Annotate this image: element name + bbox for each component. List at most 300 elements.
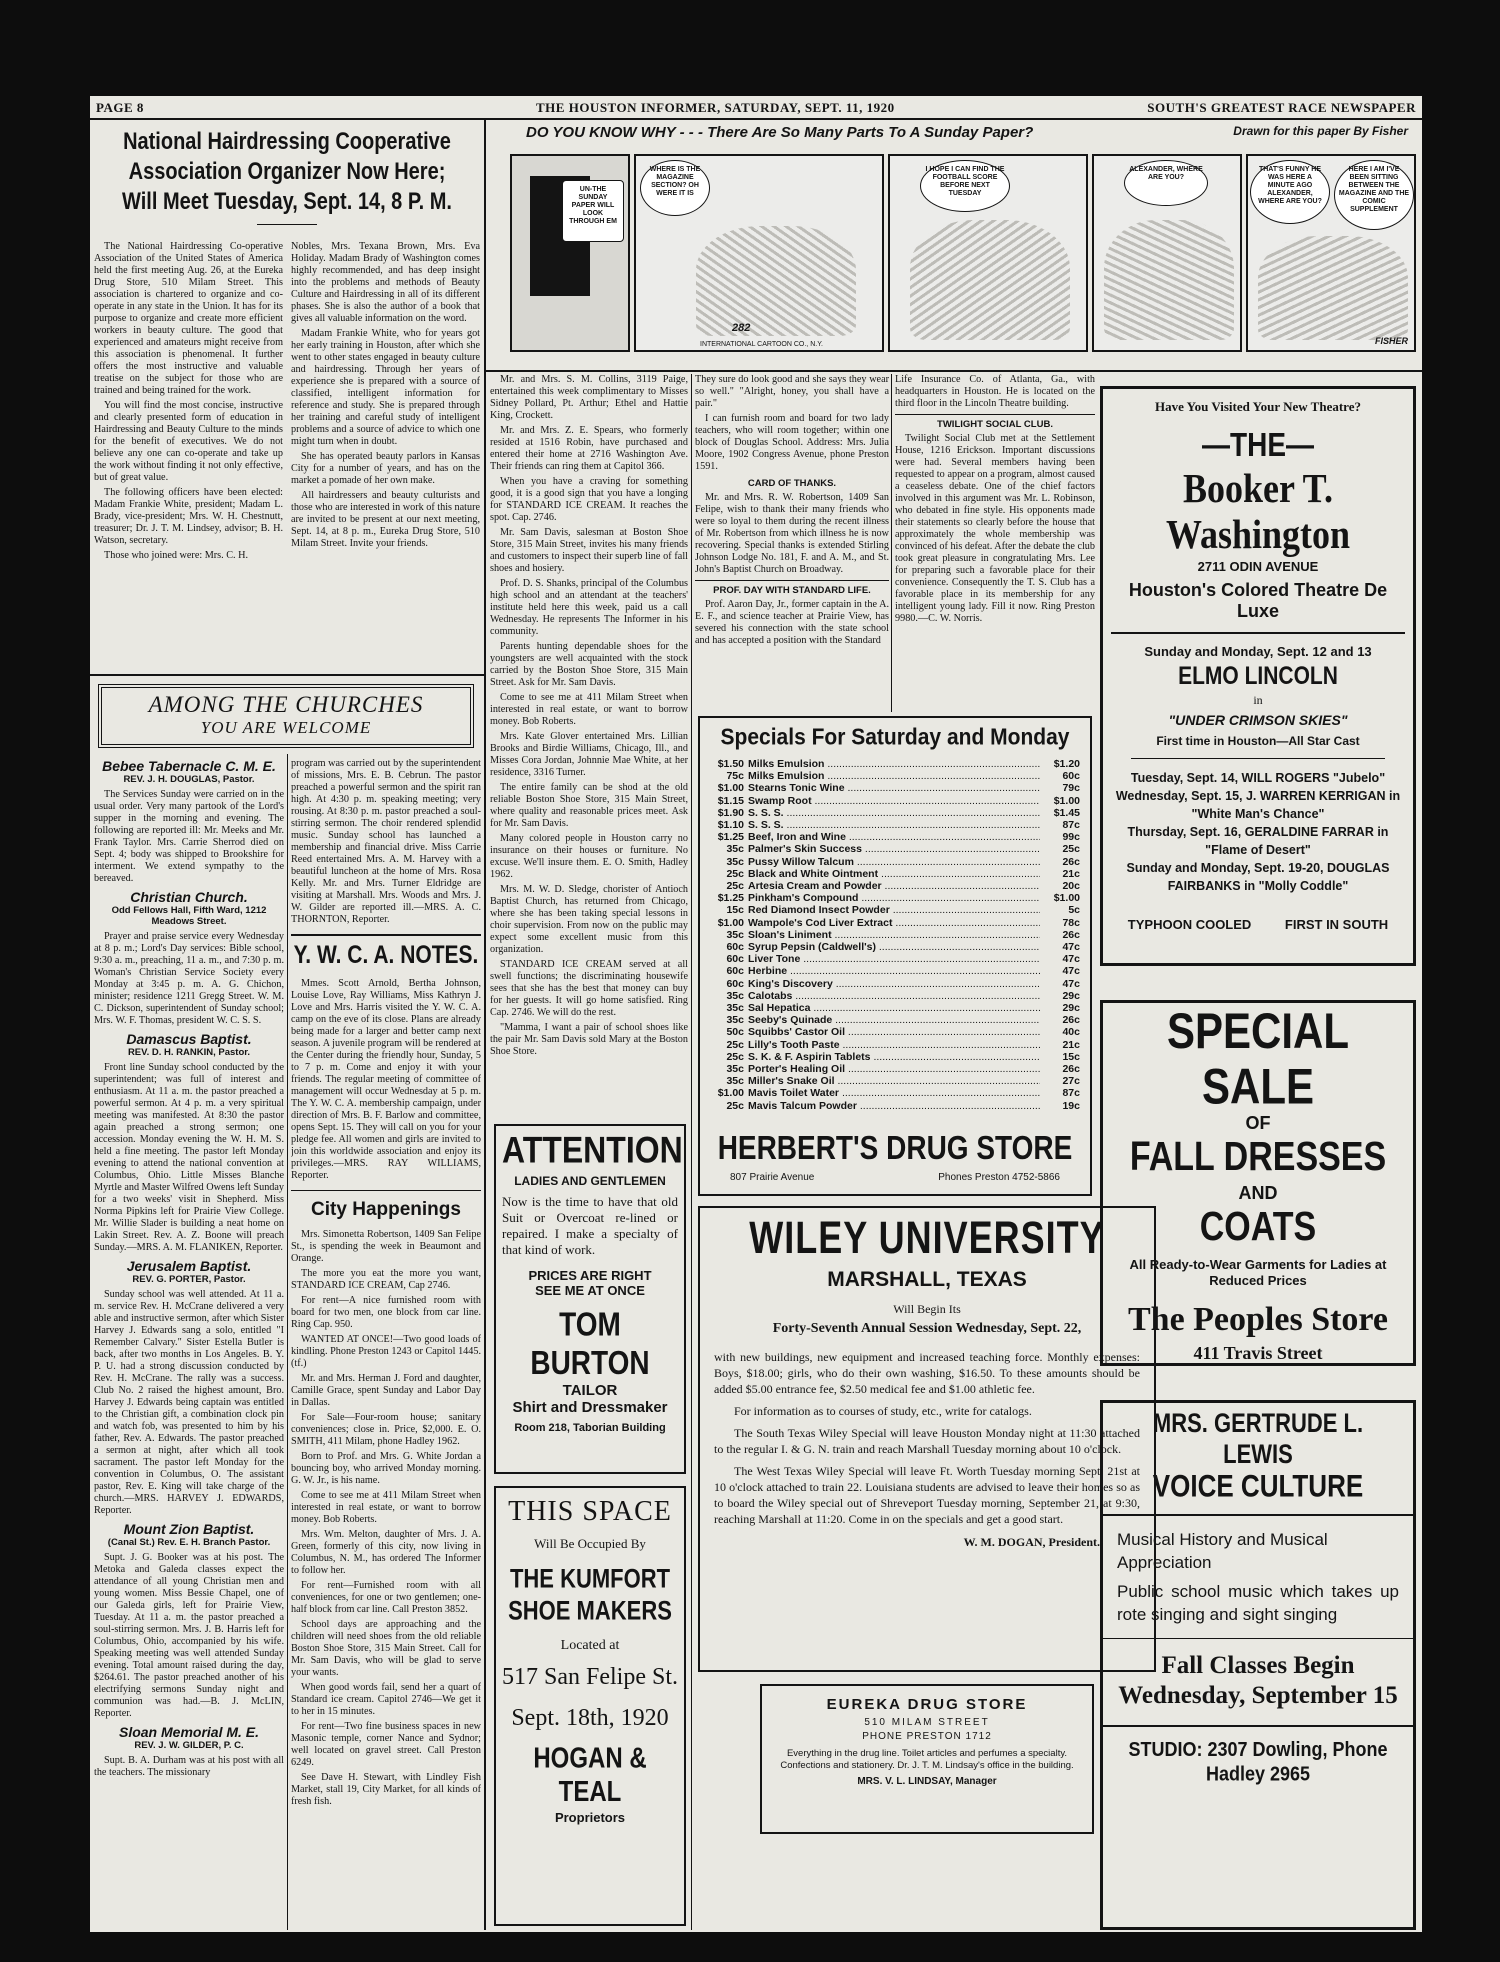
paragraph: The National Hairdressing Co-operative Association of the United States of America held the first meeting Aug. 26, at the Eureka Drug Store, 510 Milam Street. This association is chartered to organize and co-operate in any state in the Union. It has for its purpose to organize and create more efficient workers in beauty culture. The good that experienced and amateurs might receive from this association is phenomenal. It further offers the most instructive and valuable treatise on the subject for those who are trained and being trained for the work.: [94, 241, 283, 396]
cartoon-panel-5: [1246, 154, 1416, 352]
product-name: Beef, Iron and Wine .....: [748, 831, 1040, 843]
column-rule: [691, 374, 692, 1930]
regular-price: $1.10: [717, 819, 744, 832]
regular-price: $1.00: [717, 916, 744, 929]
prof-day-title: PROF. DAY WITH STANDARD LIFE.: [713, 585, 871, 596]
ad-of: OF: [1245, 1113, 1271, 1133]
store-name: The Peoples Store: [1127, 1301, 1388, 1338]
ad-see-me: SEE ME AT ONCE: [535, 1283, 645, 1298]
regular-price: $1.00: [717, 782, 744, 795]
cartoon-number: 282: [732, 322, 751, 334]
paragraph: All hairdressers and beauty culturists and those who are interested in work of this nature are invited to be present at our next meeting, Sept. 14, at 8 p. m., Eureka Drug Store, 510 Milam Street. Invite your friends.: [291, 490, 480, 549]
column-rule: [484, 120, 486, 1930]
church-pastor: REV. J. W. GILDER, P. C.: [134, 1740, 244, 1751]
sale-price: 87c: [1062, 819, 1080, 832]
eureka-drug-ad: [760, 1684, 1094, 1834]
newspaper-pile: [696, 226, 856, 336]
regular-price: 35c: [726, 989, 744, 1002]
newspaper-pile: [1104, 220, 1234, 340]
special-item: [710, 1087, 1080, 1099]
regular-price: 35c: [726, 1002, 744, 1015]
city-item: School days are approaching and the children will need shoes from the old reliable Boston Shoe Store, 315 Main Street. Call for Mr. Sam Davis, who will be glad to serve your wants.: [291, 1619, 481, 1678]
church-report: Front line Sunday school conducted by the superintendent; was full of interest and enthusiasm. At 11 a. m. the pastor preached a powerful sermon. At 4 p. m. a very spiritual meeting was manifested. At 8:30 the pastor again preached a strong sermon; one accession. Monday evening the W. H. M. S. held a fine meeting. The pastor left Monday evening to attend the national convention at Columbus, Ohio. Little Misses Blanche Myrtle and Master Wilfred Owens left Sunday for a two weeks' visit in Shepherd. Miss Norma Pipkins left for Prairie View College. Mr. Willie Slader is building a neat home on Lakin Street. Rev. A. Z. Boone will preach Sunday.—MRS. A. M. FLANIKEN, Reporter.: [94, 1062, 284, 1253]
page-number: PAGE 8: [96, 100, 144, 115]
city-item: For rent—Two fine business spaces in new Masonic temple, corner Nance and Sydnor; well located on gravel street. Call Preston 6249.: [291, 1721, 481, 1768]
feature-film: "UNDER CRIMSON SKIES": [1168, 711, 1348, 728]
speech-bubble: THAT'S FUNNY HE WAS HERE A MINUTE AGO ALEXANDER, WHERE ARE YOU?: [1250, 160, 1330, 224]
ad-title: WILEY UNIVERSITY: [749, 1211, 1105, 1263]
ad-title: VOICE CULTURE: [1152, 1467, 1364, 1504]
product-name: Swamp Root .....: [748, 795, 1040, 807]
special-item: [710, 1075, 1080, 1087]
bill-item: Sunday and Monday, Sept. 19-20, DOUGLAS FAIRBANKS in "Molly Coddle": [1126, 860, 1390, 893]
church-report: Supt. J. G. Booker was at his post. The Metoka and Galeda classes expect the attendance of all young Christian men and young women. Miss Bessie Chapel, one of our Galeda girls, left for Prairie View, Tuesday. At 11 a. m. the pastor preached a soul-stirring sermon. Mrs. J. B. Harris left for Columbus, Ohio, accompanied by his wife. Speaking meeting was well attended Sunday evening. Total amount raised during the day, $264.61. The pastor preached another of his electrifying sermons Sunday night and communion was had.—B. J. McLIN, Reporter.: [94, 1552, 284, 1719]
column-rule: [287, 754, 288, 1930]
kumfort-ad: [494, 1486, 686, 1926]
regular-price: 25c: [726, 1099, 744, 1112]
city-item: For rent—A nice furnished room with board for two men, one block from car line. Ring Cap. 950.: [291, 1295, 481, 1330]
newspaper-title: THE HOUSTON INFORMER, SATURDAY, SEPT. 11, 1920: [536, 100, 895, 115]
paragraph: You will find the most concise, instructive and clearly presented form of education in Hairdressing and Beauty Culture to the minds for the benefit of executives. We do not believe any one can co-operate and take up the work without finding it not only effective, but of great value.: [94, 400, 283, 483]
ywca-notes: Mmes. Scott Arnold, Bertha Johnson, Louise Love, Ray Williams, Miss Kathryn J. Love and Mrs. Harris visited the Y. W. C. A. camp on the eve of its close. Plans are already being made for a larger and better camp next season. A juvenile program will be rendered at the Center during the friendly hour, Sunday, 5 to 7 p. m. Come and enjoy it with your friends. The regular meeting of committee of management will occur Wednesday at 5 p. m. The Y. W. C. A. membership campaign, under direction of Mrs. B. F. Barlow and committee, opens Sept. 15. They will call on you for your pledge fee. All women and girls are invited to join this worldwide association and enjoy its privileges.—MRS. RAY WILLIAMS, Reporter.: [291, 977, 481, 1181]
church-name: Mount Zion Baptist.: [123, 1521, 255, 1537]
sale-price: 78c: [1062, 916, 1080, 929]
paragraph: The following officers have been elected: Madam Frankie White, president; Madam L. Brady, vice-president; Mrs. W. H. Chestnutt, treasurer; Dr. J. T. M. Lindsey, advisor; B. H. Watson, secretary.: [94, 487, 283, 546]
bill-item: Tuesday, Sept. 14, WILL ROGERS "Jubelo": [1130, 770, 1386, 785]
regular-price: 25c: [726, 867, 744, 880]
special-item: [710, 856, 1080, 868]
city-item: Mrs. Simonetta Robertson, 1409 San Felipe St., is spending the week in Beaumont and Orange.: [291, 1229, 481, 1264]
news-item: Many colored people in Houston carry no insurance on their houses or furniture. No excuse. We'll insure them. E. O. Smith, Hadley 1962.: [490, 833, 688, 880]
ad-trade: TAILOR: [562, 1382, 618, 1399]
news-item: Prof. D. S. Shanks, principal of the Columbus high school and an attendant at the teachers' institute held here this week, paid us a call Wednesday. He represents The Informer in his community.: [490, 578, 688, 637]
news-item: I can furnish room and board for two lady teachers, who will room together; within one block of Douglas School. Address: Mrs. Julia Moore, 1902 Congress Avenue, phone Preston 1591.: [695, 413, 889, 472]
feature-in: in: [1253, 692, 1263, 707]
ad-body: Everything in the drug line. Toilet articles and perfumes a specialty. Confections and stationery. Dr. J. T. M. Lindsay's office in the building.: [780, 1748, 1074, 1771]
special-item: [710, 807, 1080, 819]
church-pastor: (Canal St.) Rev. E. H. Branch Pastor.: [107, 1537, 271, 1548]
product-name: Milks Emulsion .....: [748, 758, 1040, 770]
church-name: Bebee Tabernacle C. M. E.: [102, 758, 276, 774]
special-item: [710, 1100, 1080, 1112]
theatre-address: 2711 ODIN AVENUE: [1197, 559, 1319, 574]
church-report: Sunday school was well attended. At 11 a. m. service Rev. H. McCrane delivered a very able and instructive sermon, after which Sister Harvey J. Edwards sang a solo, entitled "I Remember Calvary." Sister Estella Butler is back, after two months in Los Angeles. B. Y. P. U. had a strong discussion conducted by Rev. H. McCrane. The rally was a success. Club No. 2 raised the highest amount, Bro. Harvey J. Edwards being captain was entitled to the Christian gift, a combination clock pin and watch fob, was presented to him by his father, Rev. A. Edwards. The pastor preached a sermon at night, after which all took sacrament. The pastor left Monday for the convention in Columbus, O. The assistant pastor, Rev. E. King will take charge of the church.—MRS. HARVEY J. EDWARDS, Reporter.: [94, 1289, 284, 1516]
ad-title: Specials For Saturday and Monday: [720, 724, 1070, 751]
paragraph: The South Texas Wiley Special will leave Houston Monday night at 11:30 attached to the regular I. & G. N. train and reach Marshall Tuesday morning about 10 o'clock.: [714, 1426, 1140, 1456]
special-item: [710, 758, 1080, 770]
card-of-thanks-title: CARD OF THANKS.: [747, 478, 837, 489]
product-name: Squibbs' Castor Oil .....: [748, 1026, 1040, 1038]
section-rule: [90, 674, 484, 676]
ad-address: Room 218, Taborian Building: [514, 1422, 666, 1434]
regular-price: 35c: [726, 855, 744, 868]
store-address: 807 Prairie Avenue: [730, 1171, 815, 1183]
regular-price: 60c: [726, 965, 744, 978]
divider: [1103, 1638, 1413, 1640]
special-item: [710, 892, 1080, 904]
regular-price: 35c: [726, 1063, 744, 1076]
regular-price: $1.15: [717, 794, 744, 807]
news-item: Mr. and Mrs. Z. E. Spears, who formerly resided at 1516 Robin, have purchased and entered their home at 2716 Washington Ave. Their friends can ring them at Capitol 366.: [490, 425, 688, 472]
cartoon-title: DO YOU KNOW WHY - - - There Are So Many Parts To A Sunday Paper?: [526, 124, 1034, 141]
regular-price: 35c: [726, 843, 744, 856]
churches-column-1: [94, 754, 284, 1930]
sale-price: 5c: [1068, 904, 1080, 917]
special-item: [710, 904, 1080, 916]
masthead-rule: [90, 118, 1422, 120]
ad-the: —THE—: [1202, 425, 1314, 463]
special-item: [710, 868, 1080, 880]
special-item: [710, 843, 1080, 855]
footer-left: TYPHOON COOLED: [1127, 916, 1252, 932]
special-item: [710, 929, 1080, 941]
store-name: HERBERT'S DRUG STORE: [717, 1128, 1073, 1166]
city-item: See Dave H. Stewart, with Lindley Fish Market, stall 19, City Market, for all kinds of fresh fish.: [291, 1772, 481, 1807]
ad-proprietors-label: Proprietors: [554, 1810, 626, 1825]
sale-price: 26c: [1062, 928, 1080, 941]
product-name: Milks Emulsion .....: [748, 770, 1040, 782]
ad-phone: PHONE PRESTON 1712: [862, 1731, 992, 1742]
divider: [695, 580, 889, 581]
cartoon-credit: INTERNATIONAL CARTOON CO., N.Y.: [700, 341, 823, 348]
speech-bubble: HERE I AM I'VE BEEN SITTING BETWEEN THE MAGAZINE AND THE COMIC SUPPLEMENT: [1334, 160, 1414, 230]
twilight-text: Twilight Social Club met at the Settlement House, 1216 Erickson. Important discussions were had. Several members having been requested to appear on a program, almost caused a ceaseless debate. One of the chief factors involved in this argument was Mr. L. Robinson, who debated in fine style. His opponents made their statements so clearly before the house that approximately the whole membership was convinced of his defeat. After the debate the club took great pleasure in congratulating Mrs. Lee for preparing such a favorable place for their convenience. Consequently the T. S. Club has a favorable place in its membership for any intelligent young lady. Fill it now. Ring Preston 9980.—C. W. Norris.: [895, 433, 1095, 624]
news-column-3: [895, 374, 1095, 712]
special-item: [710, 1051, 1080, 1063]
ad-line-2: COATS: [1199, 1204, 1317, 1250]
news-column-1: [490, 374, 688, 1084]
divider: [1103, 1725, 1413, 1727]
theatre-tagline: Houston's Colored Theatre De Luxe: [1128, 580, 1388, 621]
city-happenings-title: City Happenings: [311, 1199, 461, 1220]
regular-price: 25c: [726, 880, 744, 893]
special-item: [710, 831, 1080, 843]
sale-price: 47c: [1062, 965, 1080, 978]
product-name: Porter's Healing Oil .....: [748, 1063, 1040, 1075]
ywca-title: Y. W. C. A. NOTES.: [293, 941, 479, 969]
special-item: [710, 953, 1080, 965]
church-pastor: Odd Fellows Hall, Fifth Ward, 1212 Meadows Street.: [111, 905, 267, 927]
regular-price: $1.25: [717, 831, 744, 844]
ad-located: Located at: [560, 1638, 620, 1653]
divider: [1131, 758, 1385, 759]
ad-body: Now is the time to have that old Suit or Overcoat re-lined or repaired. I make a specialty of that kind of work.: [502, 1194, 678, 1257]
bill-item: Thursday, Sept. 16, GERALDINE FARRAR in "Flame of Desert": [1127, 824, 1389, 857]
news-item: Mrs. M. W. D. Sledge, chorister of Antioch Baptist Church, has returned from Chicago, where she has been taking special lessons in choir supervision. From now on the public may expect some excellent music from this organization.: [490, 884, 688, 955]
store-address: 411 Travis Street: [1193, 1343, 1323, 1363]
prof-day-text: Prof. Aaron Day, Jr., former captain in the A. E. F., and science teacher at Prairie View, has severed his connection with the state school and has accepted a position with the Standard: [695, 599, 889, 646]
regular-price: 60c: [726, 941, 744, 954]
city-item: Mr. and Mrs. Herman J. Ford and daughter, Camille Grace, spent Sunday and Labor Day in Dallas.: [291, 1373, 481, 1408]
news-item: When you have a craving for something good, it is a good sign that you have a longing for STANDARD ICE CREAM. It reaches the spot. Cap. 2746.: [490, 476, 688, 523]
sale-price: 25c: [1062, 843, 1080, 856]
product-name: Sal Hepatica .....: [748, 1002, 1040, 1014]
church-pastor: REV. D. H. RANKIN, Pastor.: [127, 1047, 251, 1058]
product-name: Mavis Talcum Powder .....: [748, 1100, 1040, 1112]
speech-bubble: ALEXANDER, WHERE ARE YOU?: [1124, 160, 1208, 206]
special-item: [710, 1026, 1080, 1038]
article-column-2: [291, 241, 480, 565]
product-name: Black and White Ointment .....: [748, 868, 1040, 880]
feature-note: First time in Houston—All Star Cast: [1156, 733, 1360, 748]
ad-title: THIS SPACE: [508, 1496, 672, 1527]
product-name: Calotabs .....: [748, 990, 1040, 1002]
headline-dash: [257, 224, 317, 225]
special-item: [710, 1063, 1080, 1075]
news-item: Mrs. Kate Glover entertained Mrs. Lillian Brooks and Birdie Williams, Chicago, Ill., and Misses Cora Jordan, Johnnie Mae White, at her residence, 3316 Turner.: [490, 731, 688, 778]
footer-right: FIRST IN SOUTH: [1284, 916, 1389, 932]
church-name: Jerusalem Baptist.: [126, 1258, 252, 1274]
city-item: WANTED AT ONCE!—Two good loads of kindling. Phone Preston 1243 or Capitol 1445. (tf.): [291, 1334, 481, 1369]
ad-proprietors: HOGAN & TEAL: [533, 1742, 647, 1809]
special-item: [710, 965, 1080, 977]
sale-price: 19c: [1062, 1099, 1080, 1112]
church-pastor: REV. G. PORTER, Pastor.: [132, 1274, 246, 1285]
church-report-continued: program was carried out by the superintendent of missions, Mrs. E. B. Cebrun. The pastor preached a powerful sermon and the spirit ran high. At 4:30 p. m. speaking meeting; very rousing. At 8:30 p. m. pastor preached a soul-stirring sermon. The choir rendered splendid music. Sunday school has launched a membership and financial drive. Miss Carrie Reed entertained Mrs. A. M. Harvey with a beautiful luncheon at the home of Mrs. Rosa Kelly. Mr. and Mrs. Turner Eldridge are visiting at Marshall. Mrs. Woods and Mrs. J. W. Gilder are reported ill.—MRS. A. C. THORNTON, Reporter.: [291, 758, 481, 925]
paragraph: Public school music which takes up rote singing and sight singing: [1117, 1581, 1399, 1624]
regular-price: $1.25: [717, 892, 744, 905]
ad-title: EUREKA DRUG STORE: [826, 1696, 1028, 1713]
product-name: Miller's Snake Oil .....: [748, 1075, 1040, 1087]
wiley-university-ad: [698, 1206, 1156, 1672]
city-item: Come to see me at 411 Milam Street when interested in real estate, or want to borrow money. Bob Roberts.: [291, 1490, 481, 1525]
news-column-2: [695, 374, 889, 712]
sale-price: 47c: [1062, 953, 1080, 966]
card-of-thanks-text: Mr. and Mrs. R. W. Robertson, 1409 San Felipe, wish to thank their many friends who were so loyal to them during the recent illness of Mr. Robertson from which illness he is now recovering. Special thanks is extended Stirling Johnson Lodge No. 181, F. and A. M., and St. John's Baptist Church on Broadway.: [695, 492, 889, 575]
newspaper-pile: [1258, 236, 1408, 340]
ad-and: AND: [1238, 1183, 1278, 1203]
paragraph: Those who joined were: Mrs. C. H.: [104, 550, 249, 561]
product-name: Pussy Willow Talcum .....: [748, 856, 1040, 868]
ad-city: MARSHALL, TEXAS: [827, 1268, 1027, 1291]
ad-session: Forty-Seventh Annual Session Wednesday, Sept. 22,: [772, 1321, 1082, 1336]
regular-price: 35c: [726, 1014, 744, 1027]
section-rule: [485, 370, 1422, 372]
special-sale-ad: [1100, 1000, 1416, 1366]
regular-price: 75c: [726, 770, 744, 783]
sale-price: 26c: [1062, 1063, 1080, 1076]
article-column-1: [94, 241, 283, 565]
news-item: "Mamma, I want a pair of school shoes like the pair Mr. Sam Davis sold Mary at the Boston Shoe Store.: [490, 1022, 688, 1057]
feature-star: ELMO LINCOLN: [1178, 662, 1338, 690]
ad-prices: PRICES ARE RIGHT: [528, 1268, 652, 1283]
slogan: SOUTH'S GREATEST RACE NEWSPAPER: [1147, 100, 1416, 115]
theatre-name: Booker T. Washington: [1165, 465, 1351, 557]
showing-date: Sunday and Monday, Sept. 12 and 13: [1144, 643, 1372, 659]
special-item: [710, 819, 1080, 831]
theatre-ad: [1100, 386, 1416, 966]
regular-price: 60c: [726, 953, 744, 966]
cartoon-byline: Drawn for this paper By Fisher: [1233, 124, 1408, 138]
sale-price: 21c: [1062, 867, 1080, 880]
ad-name-2: SHOE MAKERS: [508, 1595, 672, 1626]
product-name: S. K. & F. Aspirin Tablets .....: [748, 1051, 1040, 1063]
city-item: Mrs. Wm. Melton, daughter of Mrs. J. A. Green, formerly of this city, now living in Columbus, N. M., has ordered The Informer to follow her.: [291, 1529, 481, 1576]
sale-price: 15c: [1062, 1050, 1080, 1063]
headline-line-3: Will Meet Tuesday, Sept. 14, 8 P. M.: [122, 188, 452, 216]
classes-notice: Fall Classes Begin Wednesday, September 15: [1118, 1652, 1398, 1709]
church-report: Prayer and praise service every Wednesday at 8 p. m.; Lord's Day services: Bible school, 9:30 a. m., preaching, 11 a. m., and 7:30 p. m. Woman's Christian Service Society every Monday at 3:45 p. m. A. G. Chichon, minister; residence 1211 Gregg Street. W. M. C. Dickson, superintendent of Sunday school; Mrs. W. F. Thomas, president W. C. S. S.: [94, 931, 284, 1026]
product-name: Seeby's Quinade .....: [748, 1014, 1040, 1026]
sale-price: $1.20: [1053, 758, 1080, 770]
ad-begin: Will Begin Its: [893, 1302, 961, 1316]
ad-address: 510 MILAM STREET: [864, 1717, 990, 1728]
city-item: Born to Prof. and Mrs. G. White Jordan a bouncing boy, who arrived Monday morning. G. W. Jr., is his name.: [291, 1451, 481, 1486]
churches-column-2: [291, 754, 481, 1930]
speech-bubble: I HOPE I CAN FIND THE FOOTBALL SCORE BEFORE NEXT TUESDAY: [920, 160, 1010, 212]
cartoon-panel-3: [888, 154, 1088, 352]
product-name: Lilly's Tooth Paste .....: [748, 1039, 1040, 1051]
tailor-ad: [494, 1124, 686, 1474]
church-pastor: REV. J. H. DOUGLAS, Pastor.: [123, 774, 255, 785]
ad-subtitle: LADIES AND GENTLEMEN: [514, 1174, 666, 1188]
paragraph: Musical History and Musical Appreciation: [1117, 1529, 1328, 1572]
drug-specials-ad: [698, 716, 1092, 1196]
news-item: Come to see me at 411 Milam Street when interested in real estate, or want to borrow money. Bob Roberts.: [490, 692, 688, 727]
sale-price: 26c: [1062, 855, 1080, 868]
church-name: Damascus Baptist.: [126, 1031, 252, 1047]
special-item: [710, 1014, 1080, 1026]
special-item: [710, 782, 1080, 794]
ad-date: Sept. 18th, 1920: [511, 1705, 669, 1731]
banner-title: AMONG THE CHURCHES: [148, 692, 424, 717]
teacher-name: MRS. GERTRUDE L. LEWIS: [1152, 1407, 1364, 1469]
ad-name: TOM BURTON: [530, 1305, 650, 1382]
regular-price: $1.90: [717, 806, 744, 819]
news-item: STANDARD ICE CREAM served at all swell functions; the discriminating housewife sees that she has the best that money can buy for her guests. It will go home satisfied. Ring Cap. 2746. We will do the rest.: [490, 959, 688, 1018]
regular-price: 35c: [726, 1075, 744, 1088]
regular-price: 60c: [726, 977, 744, 990]
ad-manager: MRS. V. L. LINDSAY, Manager: [857, 1776, 997, 1787]
special-item: [710, 795, 1080, 807]
cartoon-panel-1: [510, 154, 630, 352]
product-name: Sloan's Liniment .....: [748, 929, 1040, 941]
artist-signature: FISHER: [1374, 336, 1408, 346]
paragraph: For information as to courses of study, etc., write for catalogs.: [734, 1404, 1032, 1418]
news-item: Mr. Sam Davis, salesman at Boston Shoe Store, 315 Main Street, invites his many friends and customers to inspect their superb line of fall shoes and hosiery.: [490, 527, 688, 574]
special-item: [710, 1039, 1080, 1051]
paragraph: with new buildings, new equipment and increased teaching force. Monthly expenses: Boys, $18.00; girls, who do their own washing, $16.50. To these amounts should be added $5.00 entrance fee, $2.50 medical fee and $1.00 athletic fee.: [714, 1350, 1140, 1396]
product-name: Mavis Toilet Water .....: [748, 1087, 1040, 1099]
divider: [1111, 632, 1405, 634]
ad-name-1: THE KUMFORT: [509, 1563, 671, 1594]
specials-list: [710, 758, 1080, 1112]
paragraph: Madam Frankie White, who for years got her early training in Houston, after which she went to other states engaged in beauty culture and hairdressing. Through her years of experience she is prepared with a source of classified, intelligent information for reference and study. She is prepared through her training and careful study of intelligent problems and a source of advice to which one might turn when in doubt.: [291, 328, 480, 447]
twilight-title: TWILIGHT SOCIAL CLUB.: [937, 419, 1053, 430]
church-report: Supt. B. A. Durham was at his post with all the teachers. The missionary: [94, 1755, 284, 1778]
hairdressing-article: [94, 126, 480, 672]
sale-price: $1.00: [1053, 892, 1080, 905]
news-item: The entire family can be shod at the old reliable Boston Shoe Store, 315 Main Street, where quality and reasonable prices meet. Ask for Mr. Sam Davis.: [490, 782, 688, 829]
city-item: For Sale—Four-room house; sanitary conveniences; close in. Price, $2,000. E. O. SMITH, 411 Milam, phone Hadley 1962.: [291, 1412, 481, 1447]
product-name: Palmer's Skin Success .....: [748, 843, 1040, 855]
paragraph: Nobles, Mrs. Texana Brown, Mrs. Eva Holiday. Madam Brady of Washington comes highly recommended, and has deep insight into the problems and methods of Beauty Culture and Hairdressing in all of its different phases. She is also the author of a book that gives all valuable information on the word.: [291, 241, 480, 324]
sale-price: 29c: [1062, 989, 1080, 1002]
sale-price: 47c: [1062, 941, 1080, 954]
cartoon-panel-4: [1092, 154, 1242, 352]
product-name: Syrup Pepsin (Caldwell's) .....: [748, 941, 1040, 953]
sale-price: 60c: [1062, 770, 1080, 783]
church-report: The Services Sunday were carried on in the usual order. Very many partook of the Lord's supper in the morning and evening. The following are reported ill: Mr. Meeks and Mr. Frank Taylor. Mrs. Carrie Sherrod died on Sept. 4; body was shipped to Brookshire for interment. We extend sympathy to the bereaved.: [94, 789, 284, 884]
sale-price: 27c: [1062, 1075, 1080, 1088]
sale-price: 47c: [1062, 977, 1080, 990]
sale-price: $1.45: [1053, 806, 1080, 819]
product-name: S. S. S. .....: [748, 807, 1040, 819]
product-name: Liver Tone .....: [748, 953, 1040, 965]
sale-price: 79c: [1062, 782, 1080, 795]
cartoon-strip: [490, 124, 1418, 368]
divider: [1103, 1514, 1413, 1516]
ad-subtitle: Will Be Occupied By: [534, 1536, 646, 1551]
masthead: [96, 98, 1416, 118]
special-item: [710, 770, 1080, 782]
regular-price: $1.50: [717, 758, 744, 770]
city-item: For rent—Furnished room with all conveniences, for one or two gentlemen; one-half block from car line. Call Preston 3852.: [291, 1580, 481, 1615]
product-name: King's Discovery .....: [748, 978, 1040, 990]
product-name: Stearns Tonic Wine .....: [748, 782, 1040, 794]
regular-price: 25c: [726, 1038, 744, 1051]
speech-bubble: WHERE IS THE MAGAZINE SECTION? OH WERE IT IS: [640, 160, 710, 216]
banner-subtitle: YOU ARE WELCOME: [200, 718, 372, 737]
special-item: [710, 978, 1080, 990]
special-item: [710, 1002, 1080, 1014]
headline-line-1: National Hairdressing Cooperative: [123, 128, 451, 156]
church-name: Sloan Memorial M. E.: [118, 1724, 260, 1740]
sale-price: $1.00: [1053, 794, 1080, 807]
special-item: [710, 941, 1080, 953]
cartoon-panel-2: [634, 154, 884, 352]
product-name: Artesia Cream and Powder .....: [748, 880, 1040, 892]
product-name: Pinkham's Compound .....: [748, 892, 1040, 904]
sale-price: 40c: [1062, 1026, 1080, 1039]
divider: [291, 1190, 481, 1192]
sale-price: 29c: [1062, 1002, 1080, 1015]
city-item: When good words fail, send her a quart of Standard ice cream. Capitol 2746—We get it to her in 15 minutes.: [291, 1682, 481, 1717]
ad-title: ATTENTION: [502, 1129, 683, 1171]
special-item: [710, 917, 1080, 929]
newspaper-page: [90, 96, 1422, 1932]
news-item: Parents hunting dependable shoes for the youngsters are well acquainted with the stock carried by the Boston Shoe Store, 315 Main Street. Ask for Mr. Sam Davis.: [490, 641, 688, 688]
paragraph: The West Texas Wiley Special will leave Ft. Worth Tuesday morning Sept. 21st at 10 o'clock attached to train 22. Louisiana students are advised to leave their homes so as to board the Wiley special out of Shreveport Tuesday morning, September 21, at 9:30, reaching Marshall at 11:20. Come in on the specials and get a good start.: [714, 1464, 1140, 1526]
studio-address: STUDIO: 2307 Dowling, Phone Hadley 2965: [1128, 1737, 1388, 1785]
regular-price: 35c: [726, 928, 744, 941]
divider: [895, 414, 1095, 415]
column-rule: [891, 374, 892, 712]
sale-price: 87c: [1062, 1087, 1080, 1100]
city-item: The more you eat the more you want, STANDARD ICE CREAM, Cap 2746.: [291, 1268, 481, 1291]
headline-line-2: Association Organizer Now Here;: [128, 158, 446, 186]
regular-price: $1.00: [717, 1087, 744, 1100]
sale-price: 20c: [1062, 880, 1080, 893]
church-name: Christian Church.: [130, 889, 248, 905]
sign: UN-THE SUNDAY PAPER WILL LOOK THROUGH EM: [562, 180, 624, 242]
churches-banner: [98, 684, 474, 748]
news-item: Life Insurance Co. of Atlanta, Ga., with headquarters in Houston. He is located on the third floor in the Lincoln Theatre building.: [895, 374, 1095, 409]
news-item: Mr. and Mrs. S. M. Collins, 3119 Paige, entertained this week complimentary to Misses Sidney Pollard, Pt. Arthur; Ethel and Hattie King, Crockett.: [490, 374, 688, 421]
regular-price: 50c: [726, 1026, 744, 1039]
sale-price: 26c: [1062, 1014, 1080, 1027]
regular-price: 15c: [726, 904, 744, 917]
ad-line-1: FALL DRESSES: [1129, 1134, 1387, 1180]
ad-address: 517 San Felipe St.: [502, 1664, 679, 1690]
voice-culture-ad: [1100, 1400, 1416, 1930]
ad-title: SPECIAL SALE: [1166, 1002, 1350, 1115]
divider: [291, 934, 481, 936]
ad-trade-2: Shirt and Dressmaker: [512, 1399, 668, 1416]
ad-sub: All Ready-to-Wear Garments for Ladies at Reduced Prices: [1129, 1257, 1387, 1288]
product-name: S. S. S. .....: [748, 819, 1040, 831]
product-name: Wampole's Cod Liver Extract .....: [748, 917, 1040, 929]
